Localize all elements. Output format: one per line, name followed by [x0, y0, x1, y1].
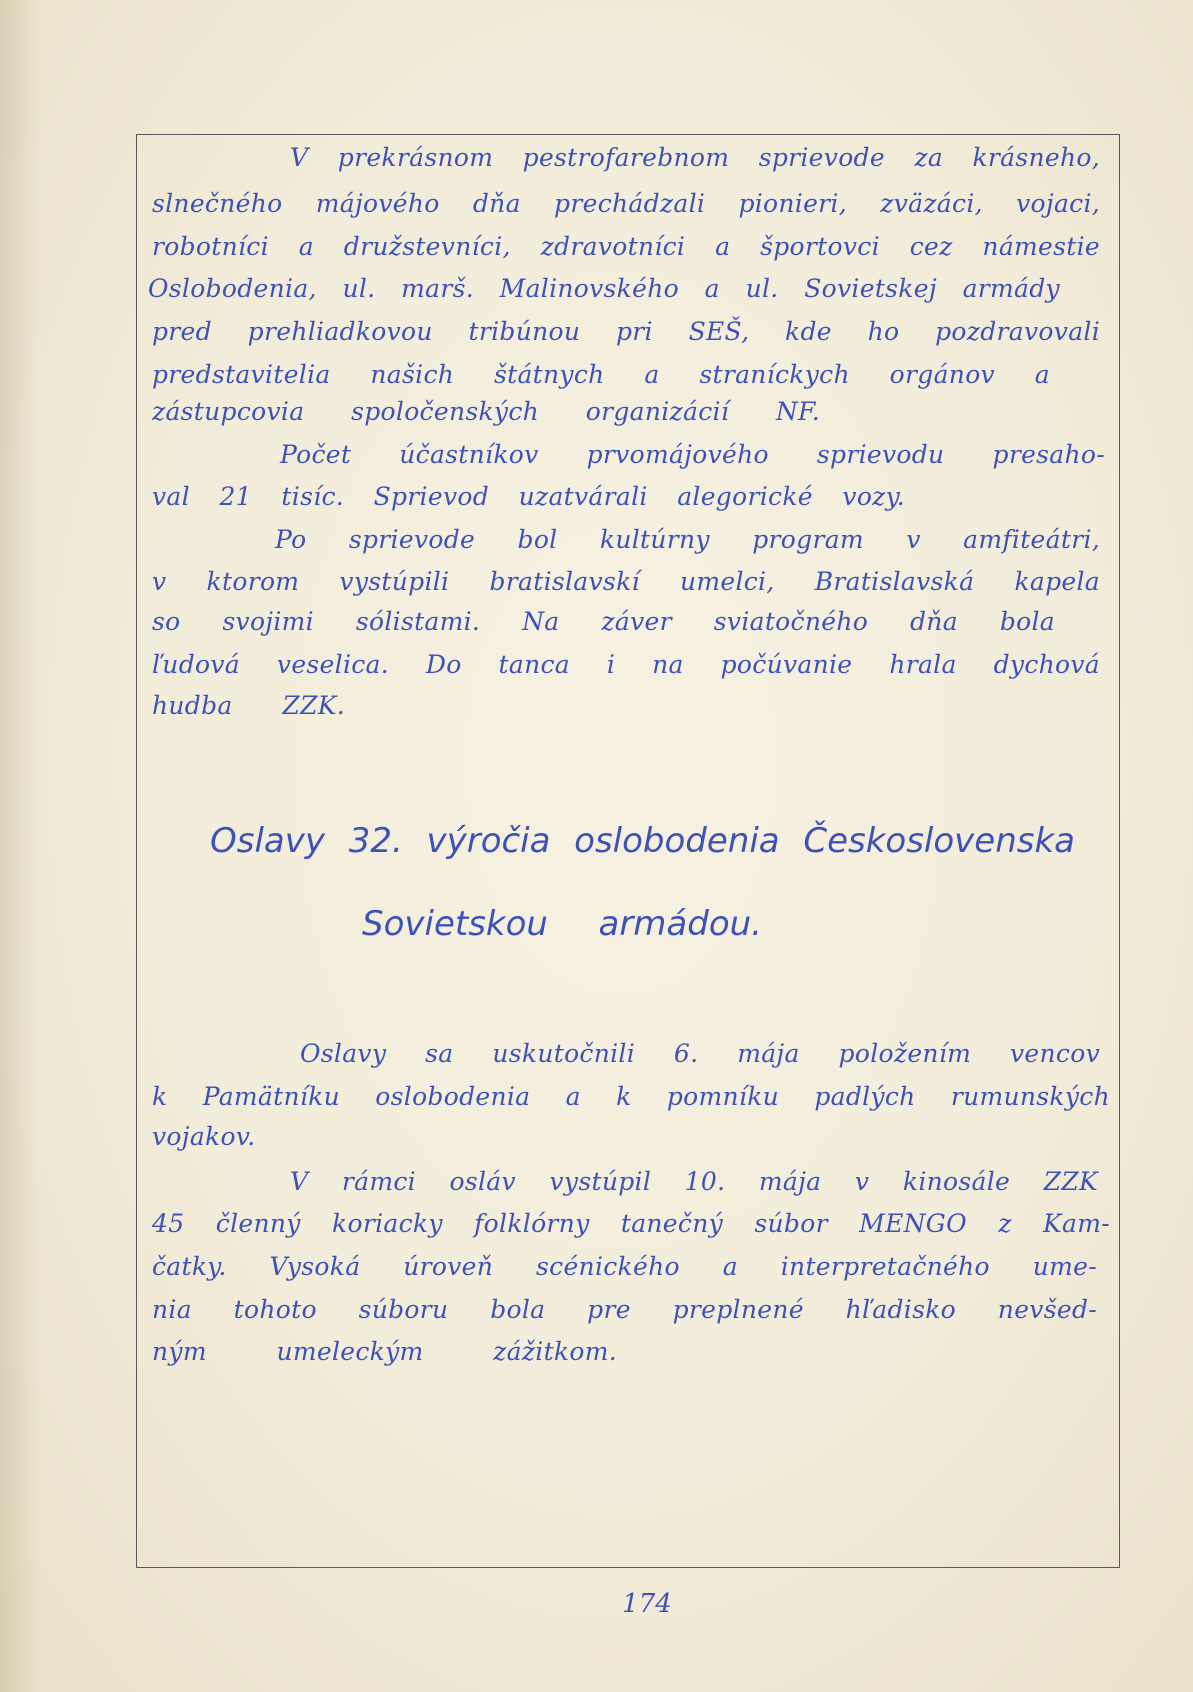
text-line: V prekrásnom pestrofarebnom sprievode za krásneho, — [290, 143, 1100, 172]
text-line: v ktorom vystúpili bratislavskí umelci, Bratislavská kapela — [152, 567, 1100, 596]
text-line: val 21 tisíc. Sprievod uzatvárali alegorické vozy. — [152, 482, 905, 511]
text-line: Po sprievode bol kultúrny program v amfiteátri, — [275, 525, 1100, 554]
text-line: pred prehliadkovou tribúnou pri SEŠ, kde ho pozdravovali — [152, 317, 1100, 346]
text-line: ľudová veselica. Do tanca i na počúvanie hrala dychová — [152, 650, 1100, 679]
text-line: hudba ZZK. — [152, 691, 345, 720]
text-line: vojakov. — [152, 1122, 256, 1151]
text-line: nia tohoto súboru bola pre preplnené hľadisko nevšed- — [152, 1295, 1097, 1324]
text-line: predstavitelia našich štátnych a straníckych orgánov a — [152, 360, 1050, 389]
text-line: Počet účastníkov prvomájového sprievodu presaho- — [280, 440, 1105, 469]
text-line: ným umeleckým zážitkom. — [152, 1337, 617, 1366]
text-line: V rámci osláv vystúpil 10. mája v kinosále ZZK — [290, 1167, 1098, 1196]
text-line: robotníci a družstevníci, zdravotníci a športovci cez námestie — [152, 232, 1100, 261]
text-line: Oslobodenia, ul. marš. Malinovského a ul. Sovietskej armády — [148, 274, 1060, 303]
text-line: Oslavy sa uskutočnili 6. mája položením vencov — [300, 1039, 1100, 1068]
text-line: čatky. Vysoká úroveň scénického a interpretačného ume- — [152, 1252, 1097, 1281]
text-line: zástupcovia spoločenských organizácií NF. — [152, 397, 820, 426]
section-heading-line: Oslavy 32. výročia oslobodenia Československa — [210, 821, 1075, 861]
page-number: 174 — [622, 1589, 672, 1619]
text-line: 45 členný koriacky folklórny tanečný súbor MENGO z Kam- — [152, 1209, 1110, 1238]
text-line: slnečného májového dňa prechádzali pionieri, zväzáci, vojaci, — [152, 189, 1100, 218]
section-heading-line: Sovietskou armádou. — [362, 904, 762, 944]
text-line: so svojimi sólistami. Na záver sviatočného dňa bola — [152, 607, 1055, 636]
text-line: k Pamätníku oslobodenia a k pomníku padlých rumunských — [152, 1082, 1110, 1111]
